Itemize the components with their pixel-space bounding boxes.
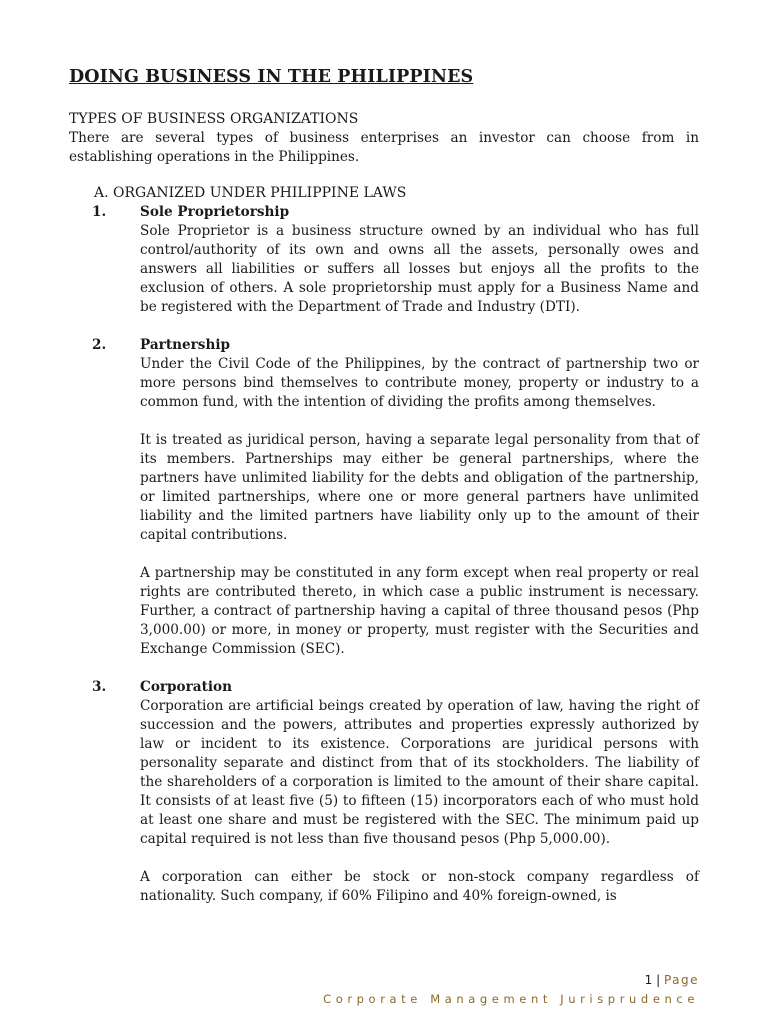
item-corporation <box>92 678 699 906</box>
item-partnership <box>92 336 699 659</box>
item-title: Sole Proprietorship <box>140 204 290 220</box>
paragraph: A corporation can either be stock or non-stock company regardless of nationality. Such company, if 60% Filipino and 40% foreign-owned, is <box>140 869 699 904</box>
paragraph: A partnership may be constituted in any form except when real property or real rights are contributed thereto, in which case a public instrument is necessary. Further, a contract of partnership having a capital of three thousand pesos (Php 3,000.00) or more, in money or property, must register with the Securities and Exchange Commission (SEC). <box>140 565 699 657</box>
item-sole-proprietorship <box>92 203 699 317</box>
section-a-heading: A. ORGANIZED UNDER PHILIPPINE LAWS <box>94 185 407 201</box>
paragraph: Under the Civil Code of the Philippines, by the contract of partnership two or more persons bind themselves to contribute money, property or industry to a common fund, with the intention of dividing the profits among themselves. <box>140 356 699 410</box>
paragraph: Sole Proprietor is a business structure owned by an individual who has full control/authority of its own and owns all the assets, personally owes and answers all liabilities or suffers all losses but enjoys all the profits to the exclusion of others. A sole proprietorship must apply for a Business Name and be registered with the Department of Trade and Industry (DTI). <box>140 223 699 315</box>
item-title: Corporation <box>140 679 232 695</box>
item-number: 3. <box>92 679 107 695</box>
page-content <box>69 66 699 906</box>
page-footer <box>323 972 699 1007</box>
page-separator: | <box>652 973 664 987</box>
intro-paragraph: There are several types of business enterprises an investor can choose from in establishing operations in the Philippines. <box>69 130 699 165</box>
item-body <box>140 355 699 659</box>
item-heading <box>92 336 699 355</box>
item-number: 2. <box>92 337 107 353</box>
document-title: DOING BUSINESS IN THE PHILIPPINES <box>69 67 474 87</box>
item-body <box>140 222 699 317</box>
paragraph: Corporation are artificial beings created by operation of law, having the right of succession and the powers, attributes and properties expressly authorized by law or incident to its existence. Corporations are juridical persons with personality separate and distinct from that of its stockholders. The liability of the shareholders of a corporation is limited to the amount of their share capital. It consists of at least five (5) to fifteen (15) incorporators each of who must hold at least one share and must be registered with the SEC. The minimum paid up capital required is not less than five thousand pesos (Php 5,000.00). <box>140 698 699 847</box>
section-heading: TYPES OF BUSINESS ORGANIZATIONS <box>69 111 359 127</box>
item-heading <box>92 678 699 697</box>
item-heading <box>92 203 699 222</box>
footer-document-title: Corporate Management Jurisprudence <box>323 992 699 1006</box>
paragraph: It is treated as juridical person, having a separate legal personality from that of its members. Partnerships may either be general partnerships, where the partners have unlimited liability for the debts and obligation of the partnership, or limited partnerships, where one or more general partners have unlimited liability and the limited partners have liability only up to the amount of their capital contributions. <box>140 432 699 543</box>
page-label: Page <box>663 973 699 987</box>
item-body <box>140 697 699 906</box>
item-title: Partnership <box>140 337 231 353</box>
page-number-line <box>323 972 699 988</box>
item-number: 1. <box>92 204 107 220</box>
page-number: 1 <box>644 973 653 987</box>
